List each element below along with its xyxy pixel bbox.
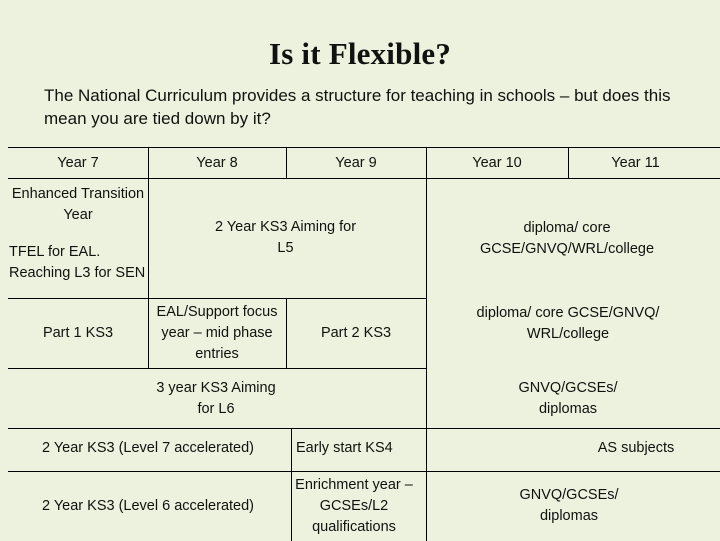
grid-line (8, 471, 720, 472)
grid-line (148, 298, 149, 368)
gnvq-cell-1: GNVQ/GCSEs/ diplomas (518, 380, 618, 417)
two-year-ks3-l6-cell: 2 Year KS3 (Level 6 accelerated) (42, 497, 254, 514)
header-year-11: Year 11 (611, 154, 660, 171)
grid-line (286, 298, 287, 368)
two-year-ks3-l7-cell: 2 Year KS3 (Level 7 accelerated) (42, 439, 254, 456)
header-year-10: Year 10 (472, 154, 522, 171)
header-year-7: Year 7 (57, 154, 99, 171)
grid-line (426, 428, 427, 541)
as-subjects-cell: AS subjects (597, 439, 675, 456)
enhanced-transition-details: TFEL for EAL. Reaching L3 for SEN (9, 244, 146, 281)
grid-line (426, 148, 427, 178)
two-year-ks3-l5-cell: 2 Year KS3 Aiming for L5 (214, 219, 357, 256)
diploma-core-cell-1: diploma/ core GCSE/GNVQ/WRL/college (479, 220, 655, 257)
eal-support-cell: EAL/Support focus year – mid phase entries (156, 303, 278, 362)
intro-text: The National Curriculum provides a structure for teaching in schools – but does this mean you are tied down by it? (44, 86, 671, 128)
grid-line (8, 298, 426, 299)
three-year-ks3-cell: 3 year KS3 Aiming for L6 (156, 380, 276, 417)
grid-line (148, 178, 149, 298)
part2-ks3-cell: Part 2 KS3 (320, 324, 392, 341)
header-year-8: Year 8 (196, 154, 238, 171)
gnvq-cell-2: GNVQ/GCSEs/ diplomas (519, 487, 619, 524)
enrichment-year-cell: Enrichment year – GCSEs/L2 qualifications (295, 476, 413, 535)
grid-line (426, 178, 427, 428)
grid-line (8, 368, 426, 369)
grid-line (8, 428, 720, 429)
grid-line (8, 178, 720, 179)
grid-line (148, 148, 149, 178)
diploma-core-cell-2: diploma/ core GCSE/GNVQ/ WRL/college (476, 305, 660, 342)
grid-line (286, 148, 287, 178)
grid-line (568, 148, 569, 178)
early-start-ks4-cell: Early start KS4 (296, 439, 393, 456)
curriculum-table (8, 147, 720, 541)
grid-line (291, 428, 292, 541)
part1-ks3-cell: Part 1 KS3 (42, 324, 114, 341)
enhanced-transition-cell: Enhanced Transition Year (11, 186, 145, 223)
slide-title: Is it Flexible? (268, 36, 452, 71)
header-year-9: Year 9 (335, 154, 377, 171)
